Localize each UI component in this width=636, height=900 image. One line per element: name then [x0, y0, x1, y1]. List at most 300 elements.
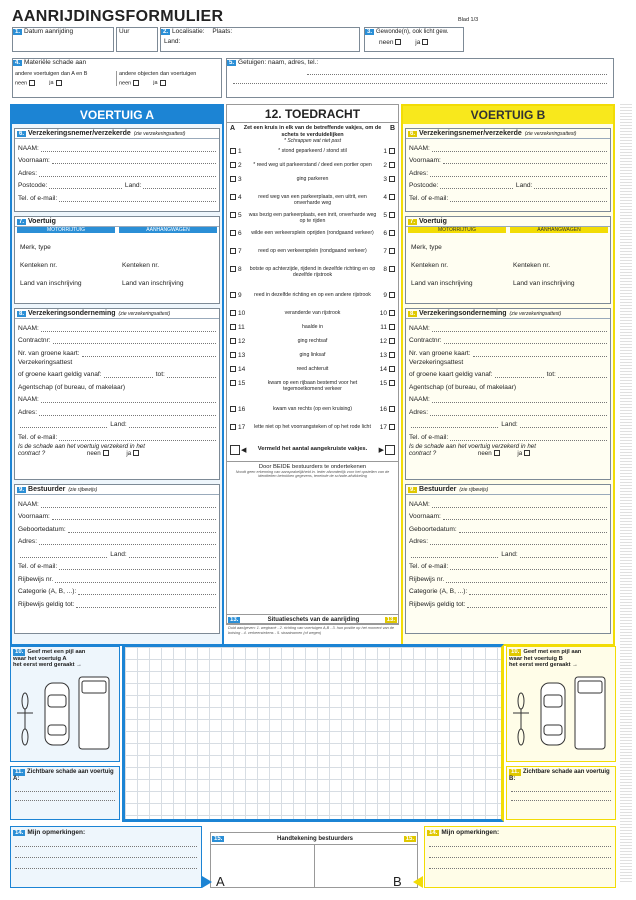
driver-a-title: Bestuurder [28, 486, 66, 493]
field-label: Rijbewijs nr. [18, 575, 54, 583]
vehicle-a-column [10, 104, 224, 646]
circumstances-intro: Zet een kruis in elk van de betreffende vakjes, om de schets te verduidelijken [243, 125, 382, 138]
count-b-box[interactable] [385, 445, 395, 455]
driver-b-subtitle: (zie rijbewijs) [459, 486, 489, 493]
trailer-plate-b-field[interactable] [510, 251, 608, 269]
driver-b-section: 9. Bestuurder (zie rijbewijs) NAAM: Voornaam: Geboortedatum: Adres: Land: Tel. of e-mail: Rijbewijs nr. Categorie (A, B, ...): Rijbewijs geldig tot: [405, 484, 611, 634]
vehicle-b-title: Voertuig [419, 218, 447, 225]
circumstance-text: * reed weg uit parkeerstand / deed een portier open [253, 161, 372, 168]
field-label: Kenteken nr. [122, 262, 160, 269]
impact-point-b-section: 10. Geef met een pijl aan waar het voertuig B het eerst werd geraakt → [506, 646, 616, 762]
circumstances-section [226, 104, 399, 624]
field-label: NAAM: [409, 324, 430, 332]
field-label: Adres: [409, 408, 429, 416]
insurer-a-agency [15, 378, 219, 391]
remarks-a-section[interactable]: 14. Mijn opmerkingen: [10, 826, 202, 888]
footer-b-label: B [393, 874, 402, 889]
circumstances-list [227, 147, 398, 441]
make-a-field[interactable] [17, 233, 115, 251]
driver-a-license[interactable] [15, 570, 219, 583]
circumstance-b-checkbox[interactable] [389, 266, 395, 272]
circumstance-b-checkbox[interactable] [389, 162, 395, 168]
insurer-a-contract[interactable] [15, 332, 219, 345]
field-label: NAAM: [18, 144, 39, 152]
insurer-b-contract[interactable] [406, 332, 610, 345]
circumstance-text: was bezig een parkeerplaats, een inrit, onverharde weg op te rijden [248, 211, 377, 224]
field-label: tot: [546, 371, 556, 378]
circumstance-b-checkbox[interactable] [389, 176, 395, 182]
date-box[interactable]: 1. Datum aanrijding [12, 27, 114, 52]
damage-b-yes-label: ja [517, 450, 523, 457]
driver-b-license-valid[interactable] [406, 595, 610, 608]
circumstance-number-b: 1 [383, 147, 387, 155]
circumstance-b-checkbox[interactable] [389, 194, 395, 200]
policyholder-b-tel[interactable] [406, 189, 610, 202]
plate-a-field[interactable] [17, 251, 115, 269]
circumstances-title: 12. TOEDRACHT [227, 105, 398, 123]
field-label: Kenteken nr. [513, 262, 551, 269]
vehicle-b-heading: VOERTUIG B [403, 106, 613, 124]
driver-a-tel[interactable] [15, 558, 219, 571]
other-objects-yes-checkbox[interactable] [160, 80, 166, 86]
make-b-field[interactable] [408, 233, 506, 251]
circumstance-b-checkbox[interactable] [389, 366, 395, 372]
circumstance-row [227, 193, 398, 211]
policyholder-b-postcode[interactable] [406, 177, 610, 190]
arrow-left-icon: ◀ [241, 446, 247, 454]
vehicle-b-section: 7. Voertuig MOTORRIJTUIG Merk, type Kenteken nr. Land van inschrijving AANHANGWAGEN Kenteken nr. Land van inschrijving [405, 216, 611, 304]
circumstance-a-checkbox[interactable] [230, 212, 236, 218]
circumstance-number-b: 14 [379, 365, 387, 373]
field-label: Land van inschrijving [513, 280, 575, 287]
other-objects-no-checkbox[interactable] [133, 80, 139, 86]
field-label: Postcode: [18, 182, 48, 189]
vehicle-b-column [401, 104, 615, 646]
circumstance-number-b: 9 [383, 291, 387, 299]
driver-a-license-valid[interactable] [15, 595, 219, 608]
circumstance-number-b: 8 [383, 265, 387, 273]
insurer-b-agency-name[interactable] [406, 391, 610, 404]
both-sign-label: Door BEIDE bestuurders te ondertekenen [227, 461, 398, 470]
vehicle-a-title: Voertuig [28, 218, 56, 225]
circumstance-a-checkbox[interactable] [230, 366, 236, 372]
injured-no-checkbox[interactable] [395, 39, 401, 45]
circumstance-text: reed op een verkeersplein (rondgaand verkeer) [258, 247, 367, 254]
circumstance-a-checkbox[interactable] [230, 352, 236, 358]
policyholder-b-section: 6. Verzekeringsnemer/verzekerde (zie verzekeringsattest) NAAM: Voornaam: Adres: Postcode: Land: Tel. of e-mail: [405, 128, 611, 212]
injured-label: Gewonde(n), ook licht gew. [376, 29, 449, 35]
circumstance-number-a: 9 [238, 291, 242, 299]
field-label: Nr. van groene kaart: [409, 349, 471, 357]
damage-b-no-checkbox[interactable] [494, 450, 500, 456]
material-damage-box: 4. Materiële schade aan andere voertuigen dan A en B neen ja andere objecten dan voertuigen neen ja [12, 58, 222, 98]
trailer-registration-a-field[interactable] [119, 269, 217, 287]
circumstance-row [227, 147, 398, 161]
circumstance-a-checkbox[interactable] [230, 148, 236, 154]
insurer-a-agency-name[interactable] [15, 391, 219, 404]
plate-b-field[interactable] [408, 251, 506, 269]
circumstance-b-checkbox[interactable] [389, 380, 395, 386]
circumstance-a-checkbox[interactable] [230, 338, 236, 344]
insurer-a-green-card[interactable] [15, 344, 219, 357]
date-label: Datum aanrijding [24, 28, 74, 35]
circumstance-number-a: 5 [238, 211, 242, 219]
driver-a-subtitle: (zie rijbewijs) [68, 486, 98, 493]
damage-insured-a [15, 441, 219, 458]
impact-b-line2: waar het voertuig B [509, 655, 563, 662]
damage-b-yes-checkbox[interactable] [524, 450, 530, 456]
circumstance-a-checkbox[interactable] [230, 266, 236, 272]
insurer-a-title: Verzekeringsonderneming [28, 310, 116, 317]
circumstance-row [227, 379, 398, 405]
field-label: Rijbewijs nr. [409, 575, 445, 583]
policyholder-b-name[interactable] [406, 139, 610, 152]
circumstance-row [227, 405, 398, 423]
signatures-section: 15. Handtekening bestuurders 15. [210, 832, 418, 888]
car-icon [45, 683, 69, 745]
insurer-b-valid[interactable] [406, 366, 610, 379]
circumstance-b-checkbox[interactable] [389, 148, 395, 154]
driver-b-category[interactable] [406, 583, 610, 596]
other-objects-label: andere objecten dan voertuigen [119, 71, 197, 77]
count-label: Vermeld het aantal aangekruiste vakjes. [257, 446, 368, 453]
circumstance-a-checkbox[interactable] [230, 176, 236, 182]
field-label: Tel. of e-mail: [409, 433, 449, 441]
trailer-b-label: AANHANGWAGEN [510, 227, 608, 233]
insurer-b-title: Verzekeringsonderneming [419, 310, 507, 317]
count-row [227, 441, 398, 455]
circumstance-number-b: 11 [380, 323, 387, 331]
circumstances-note: * Schrappen wat niet past [284, 138, 341, 144]
circumstance-a-checkbox[interactable] [230, 292, 236, 298]
vehicle-a-heading: VOERTUIG A [12, 106, 222, 124]
field-label: Voornaam: [409, 157, 441, 164]
policyholder-b-address[interactable] [406, 164, 610, 177]
circumstance-a-checkbox[interactable] [230, 162, 236, 168]
circumstance-number-b: 6 [383, 229, 387, 237]
field-label: NAAM: [18, 324, 39, 332]
time-box[interactable] [116, 27, 158, 52]
impact-a-line1: Geef met een pijl aan [27, 649, 86, 655]
circumstance-b-checkbox[interactable] [389, 248, 395, 254]
circumstance-text: reed in dezelfde richting en op een andere rijstrook [254, 291, 371, 298]
circumstance-number-a: 15 [238, 379, 246, 387]
field-label: Voornaam: [18, 157, 50, 164]
circumstance-text: reed achteruit [296, 365, 329, 372]
field-label: Postcode: [409, 182, 439, 189]
driver-a-name[interactable] [15, 495, 219, 508]
arrow-icon: → [76, 662, 82, 668]
circumstance-number-b: 17 [379, 423, 387, 431]
circumstance-row [227, 265, 398, 291]
other-vehicles-no-label: neen [15, 80, 28, 87]
visible-damage-b-section[interactable]: 11. Zichtbare schade aan voertuig B: [506, 766, 616, 820]
insurer-a-section: 8. Verzekeringsonderneming (zie verzekeringsattest) NAAM: Contractnr: Nr. van groene kaart: Verzekeringsattest of groene kaart geldig vanaf: tot: Agentschap (of bureau, of makelaar) NAAM: Adres: Land: Tel. of e-mail: Is de schade aan het voertuig verzekerd in het contract ? neen ja [14, 308, 220, 480]
circumstance-b-checkbox[interactable] [389, 338, 395, 344]
circumstance-text: veranderde van rijstrook [284, 309, 341, 316]
circumstance-b-checkbox[interactable] [389, 424, 395, 430]
field-label: Verzekeringsattest [18, 358, 73, 366]
material-damage-label: Materiële schade aan [24, 59, 87, 66]
insurer-a-valid[interactable] [15, 366, 219, 379]
circumstance-a-checkbox[interactable] [230, 230, 236, 236]
footer-a-label: A [216, 874, 225, 889]
field-label: Voornaam: [18, 513, 50, 520]
circumstance-number-a: 12 [238, 337, 246, 345]
circumstance-text: kwam op een rijbaan bestemd voor het tegemoetkomend verkeer [267, 379, 358, 392]
other-vehicles-label: andere voertuigen dan A en B [15, 71, 88, 77]
circumstance-b-checkbox[interactable] [389, 310, 395, 316]
circumstance-number-a: 7 [238, 247, 242, 255]
circumstance-number-a: 10 [238, 309, 246, 317]
insurer-a-tel[interactable] [15, 428, 219, 441]
field-label: of groene kaart geldig vanaf: [18, 371, 102, 378]
driver-b-name[interactable] [406, 495, 610, 508]
driver-a-country[interactable] [15, 545, 219, 558]
insurer-a-address[interactable] [15, 403, 219, 416]
sketch-area[interactable] [122, 644, 504, 822]
policyholder-a-address[interactable] [15, 164, 219, 177]
col-b-marker: B [389, 125, 395, 132]
damage-insured-b [406, 441, 610, 458]
field-label: Tel. of e-mail: [18, 194, 58, 202]
policyholder-b-firstname[interactable] [406, 152, 610, 165]
circumstance-b-checkbox[interactable] [389, 230, 395, 236]
col-a-marker: A [230, 125, 236, 132]
trailer-registration-b-field[interactable] [510, 269, 608, 287]
circumstance-a-checkbox[interactable] [230, 194, 236, 200]
driver-b-license[interactable] [406, 570, 610, 583]
field-label: Adres: [409, 538, 429, 545]
field-label: Rijbewijs geldig tot: [409, 600, 466, 608]
policyholder-a-name[interactable] [15, 139, 219, 152]
insurer-b-agency [406, 378, 610, 391]
other-objects-no-label: neen [119, 80, 132, 87]
signatures-title: Handtekening bestuurders [276, 835, 353, 842]
motor-vehicle-a-label: MOTORRIJTUIG [17, 227, 115, 233]
field-label: Contractnr: [18, 337, 51, 344]
insurer-a-name[interactable] [15, 319, 219, 332]
circumstance-number-a: 1 [238, 147, 242, 155]
trailer-plate-a-field[interactable] [119, 251, 217, 269]
policyholder-b-title: Verzekeringsnemer/verzekerde [419, 130, 522, 137]
field-label: Tel. of e-mail: [409, 563, 449, 570]
field-label: Land: [124, 182, 142, 189]
field-label: Verzekeringsattest [409, 358, 464, 366]
circumstance-row [227, 309, 398, 323]
circumstance-text: wilde een verkeersplein oprijden (rondgaand verkeer) [251, 229, 374, 236]
circumstance-row [227, 337, 398, 351]
field-label: Kenteken nr. [20, 262, 58, 269]
driver-b-title: Bestuurder [419, 486, 457, 493]
circumstance-b-checkbox[interactable] [389, 212, 395, 218]
sketch-header: 13. Situatieschets van de aanrijding 13. Duid aan/geven: 1. wegtracé - 2. richting van voertuigen A,B - 3. hun positie op het moment van de botsing - 4. verkeerstekens - 5. straatnamen (of wegen) [226, 614, 399, 644]
field-label: Land van inschrijving [20, 280, 82, 287]
circumstance-text: ging rechtsaf [297, 337, 328, 344]
field-label: Land: [501, 550, 518, 558]
remarks-b-label: Mijn opmerkingen: [441, 829, 500, 836]
circumstance-number-a: 13 [238, 351, 246, 359]
circumstance-number-b: 7 [383, 247, 387, 255]
injured-yes-label: ja [415, 39, 421, 46]
circumstance-b-checkbox[interactable] [389, 292, 395, 298]
injured-box: 3. Gewonde(n), ook licht gew. neen ja [364, 27, 464, 52]
field-label: Land van inschrijving [122, 280, 184, 287]
policyholder-a-firstname[interactable] [15, 152, 219, 165]
place-label: Plaats: [212, 28, 233, 35]
policyholder-a-section: 6. Verzekeringsnemer/verzekerde (zie verzekeringsattest) NAAM: Voornaam: Adres: Postcode: Land: Tel. of e-mail: [14, 128, 220, 212]
driver-b-address[interactable] [406, 533, 610, 546]
damage-a-no-label: neen [86, 450, 101, 457]
circumstance-a-checkbox[interactable] [230, 406, 236, 412]
signature-a-field[interactable] [211, 845, 315, 887]
field-label: Land: [110, 550, 127, 558]
circumstance-number-a: 4 [238, 193, 242, 201]
registration-b-field[interactable] [408, 269, 506, 287]
driver-a-firstname[interactable] [15, 508, 219, 521]
policyholder-a-tel[interactable] [15, 189, 219, 202]
circumstance-text: ging linksaf [299, 351, 326, 358]
circumstance-number-b: 5 [383, 211, 387, 219]
driver-b-tel[interactable] [406, 558, 610, 571]
other-objects-yes-label: ja [153, 80, 158, 87]
driver-a-category[interactable] [15, 583, 219, 596]
circumstance-text: botste op achterzijde, rijdend in dezelfde richting en op dezelfde rijstrook [249, 265, 376, 278]
driver-a-birth[interactable] [15, 520, 219, 533]
impact-b-line3: het eerst werd geraakt [509, 662, 571, 668]
sketch-instructions: Duid aan/geven: 1. wegtracé - 2. richting van voertuigen A,B - 3. hun positie op het moment van de botsing - 4. verkeerstekens - 5. straatnamen (of wegen) [228, 626, 394, 635]
triangle-b-icon [413, 876, 423, 888]
visible-damage-a-label: Zichtbare schade aan voertuig A: [13, 769, 114, 782]
witnesses-label: Getuigen: naam, adres, tel.: [238, 59, 319, 66]
visible-damage-b-label: Zichtbare schade aan voertuig B: [509, 769, 610, 782]
location-label: Localisatie: [172, 28, 205, 35]
circumstance-row [227, 161, 398, 175]
insurer-b-country[interactable] [406, 416, 610, 429]
damage-a-no-checkbox[interactable] [103, 450, 109, 456]
field-label: Contractnr: [409, 337, 442, 344]
circumstance-number-a: 6 [238, 229, 242, 237]
circumstance-row [227, 175, 398, 193]
circumstance-text: * stond geparkeerd / stond stil [278, 147, 347, 154]
circumstance-row [227, 211, 398, 229]
driver-b-country[interactable] [406, 545, 610, 558]
circumstance-number-a: 17 [238, 423, 246, 431]
field-label: tot: [155, 371, 165, 378]
arrow-right-icon: ▶ [378, 446, 384, 454]
damage-question-b-2: contract ? [409, 450, 437, 457]
circumstance-number-a: 14 [238, 365, 246, 373]
field-label: Agentschap (of bureau, of makelaar) [18, 383, 126, 391]
field-label: NAAM: [409, 396, 430, 403]
other-vehicles-yes-label: ja [49, 80, 54, 87]
vehicle-a-section: 7. Voertuig MOTORRIJTUIG Merk, type Kenteken nr. Land van inschrijving AANHANGWAGEN Kenteken nr. Land van inschrijving [14, 216, 220, 304]
field-label: Rijbewijs geldig tot: [18, 600, 75, 608]
circumstance-text: reed weg van een parkeerplaats, een uitrit, een onverharde weg [258, 193, 367, 206]
circumstance-number-b: 13 [379, 351, 387, 359]
driver-a-address[interactable] [15, 533, 219, 546]
other-vehicles-no-checkbox[interactable] [29, 80, 35, 86]
circumstance-b-checkbox[interactable] [389, 352, 395, 358]
field-label: Tel. of e-mail: [18, 563, 58, 570]
remarks-b-section[interactable]: 14. Mijn opmerkingen: [424, 826, 616, 888]
car-icon [541, 683, 565, 745]
circumstance-row [227, 365, 398, 379]
circumstance-number-a: 3 [238, 175, 242, 183]
field-label: Geboortedatum: [409, 525, 457, 533]
count-a-box[interactable] [230, 445, 240, 455]
circumstance-a-checkbox[interactable] [230, 324, 236, 330]
damage-a-yes-checkbox[interactable] [133, 450, 139, 456]
insurer-a-attest [15, 357, 219, 366]
registration-a-field[interactable] [17, 269, 115, 287]
insurer-a-subtitle: (zie verzekeringsattest) [118, 310, 171, 317]
other-vehicles-yes-checkbox[interactable] [56, 80, 62, 86]
damage-b-no-label: neen [477, 450, 492, 457]
circumstance-number-b: 2 [383, 161, 387, 169]
injured-yes-checkbox[interactable] [422, 39, 428, 45]
insurer-b-name[interactable] [406, 319, 610, 332]
policyholder-b-subtitle: (zie verzekeringsattest) [524, 130, 577, 137]
field-label: NAAM: [18, 500, 39, 508]
vehicle-b-silhouettes[interactable] [507, 671, 615, 761]
circumstance-b-checkbox[interactable] [389, 324, 395, 330]
country-label: Land: [164, 38, 181, 45]
circumstance-number-b: 16 [379, 405, 387, 413]
insurer-b-green-card[interactable] [406, 344, 610, 357]
insurer-b-tel[interactable] [406, 428, 610, 441]
insurer-a-country[interactable] [15, 416, 219, 429]
vehicle-a-silhouettes[interactable] [11, 671, 119, 761]
trailer-a-label: AANHANGWAGEN [119, 227, 217, 233]
field-label: NAAM: [18, 396, 39, 403]
driver-b-firstname[interactable] [406, 508, 610, 521]
circumstance-a-checkbox[interactable] [230, 380, 236, 386]
circumstance-a-checkbox[interactable] [230, 248, 236, 254]
field-label: Adres: [18, 169, 38, 177]
insurer-b-address[interactable] [406, 403, 610, 416]
field-label: Categorie (A, B, ...): [409, 588, 468, 595]
impact-point-a-section: 10. Geef met een pijl aan waar het voertuig A het eerst werd geraakt → [10, 646, 120, 762]
impact-b-line1: Geef met een pijl aan [523, 649, 582, 655]
circumstance-text: lette niet op het voorrangsteken of op het rode licht [254, 423, 371, 430]
field-label: Adres: [18, 408, 38, 416]
field-label: Land: [110, 421, 127, 428]
circumstance-a-checkbox[interactable] [230, 424, 236, 430]
policyholder-a-postcode[interactable] [15, 177, 219, 190]
circumstance-number-b: 3 [383, 175, 387, 183]
circumstance-text: haalde in [301, 323, 324, 330]
circumstance-b-checkbox[interactable] [389, 406, 395, 412]
circumstance-number-b: 10 [379, 309, 387, 317]
field-label: Tel. of e-mail: [18, 433, 58, 441]
circumstance-number-a: 2 [238, 161, 242, 169]
driver-b-birth[interactable] [406, 520, 610, 533]
field-label: Geboortedatum: [18, 525, 66, 533]
witnesses-box[interactable]: 5. Getuigen: naam, adres, tel.: [226, 58, 614, 98]
impact-a-line2: waar het voertuig A [13, 655, 67, 662]
circumstance-text: kwam van rechts (op een kruising) [273, 405, 352, 412]
circumstance-number-a: 8 [238, 265, 242, 273]
arrow-icon: → [572, 662, 578, 668]
sketch-title: Situatieschets van de aanrijding [267, 616, 360, 623]
circumstance-a-checkbox[interactable] [230, 310, 236, 316]
location-box[interactable]: 2. Localisatie: Plaats: Land: [160, 27, 360, 52]
field-label: Merk, type [20, 244, 51, 251]
remarks-a-label: Mijn opmerkingen: [27, 829, 86, 836]
both-sign-note: Noodt geen erkenning van aansprakelijkheid in. Ieder afzonderlijk voor het opstellen van de identiteiten betrokken gegevens, teneinde de schade-afwikkeling [235, 469, 390, 478]
visible-damage-a-section[interactable]: 11. Zichtbare schade aan voertuig A: [10, 766, 120, 820]
